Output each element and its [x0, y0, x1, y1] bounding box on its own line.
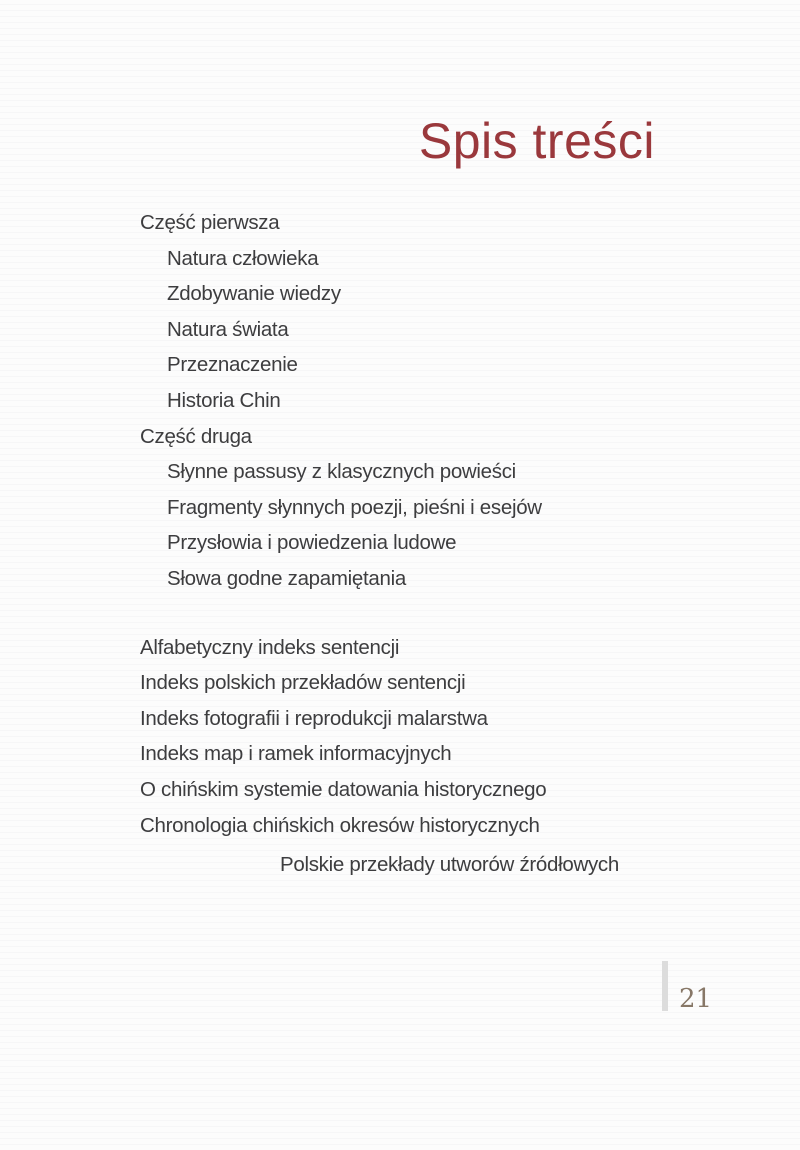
toc-entry: Natura świata	[167, 317, 289, 341]
page-number-divider	[662, 961, 668, 1011]
toc-section-gap	[140, 597, 700, 630]
table-of-contents	[140, 205, 700, 883]
toc-entry: Indeks fotografii i reprodukcji malarstwa	[140, 706, 488, 730]
toc-entry-source-translations: Polskie przekłady utworów źródłowych	[280, 853, 619, 877]
toc-entry: Chronologia chińskich okresów historycznych	[140, 813, 540, 837]
toc-entry: Przysłowia i powiedzenia ludowe	[167, 531, 457, 555]
toc-entry: Natura człowieka	[167, 246, 319, 270]
toc-entry: O chińskim systemie datowania historycznego	[140, 777, 547, 801]
toc-entry: Przeznaczenie	[167, 353, 298, 377]
page-title: Spis treści	[418, 113, 655, 169]
toc-part1-header: Część pierwsza	[140, 211, 280, 234]
toc-entry: Historia Chin	[167, 388, 281, 412]
toc-entry: Słowa godne zapamiętania	[167, 566, 406, 590]
toc-entry: Słynne passusy z klasycznych powieści	[167, 460, 516, 484]
toc-entry: Zdobywanie wiedzy	[167, 282, 341, 306]
toc-entry: Indeks polskich przekładów sentencji	[140, 671, 466, 695]
page-number: 21	[679, 984, 713, 1014]
toc-entry: Fragmenty słynnych poezji, pieśni i esejów	[167, 495, 542, 519]
toc-entry: Indeks map i ramek informacyjnych	[140, 742, 452, 766]
toc-part2-header: Część druga	[140, 424, 252, 448]
toc-entry: Alfabetyczny indeks sentencji	[140, 635, 400, 659]
